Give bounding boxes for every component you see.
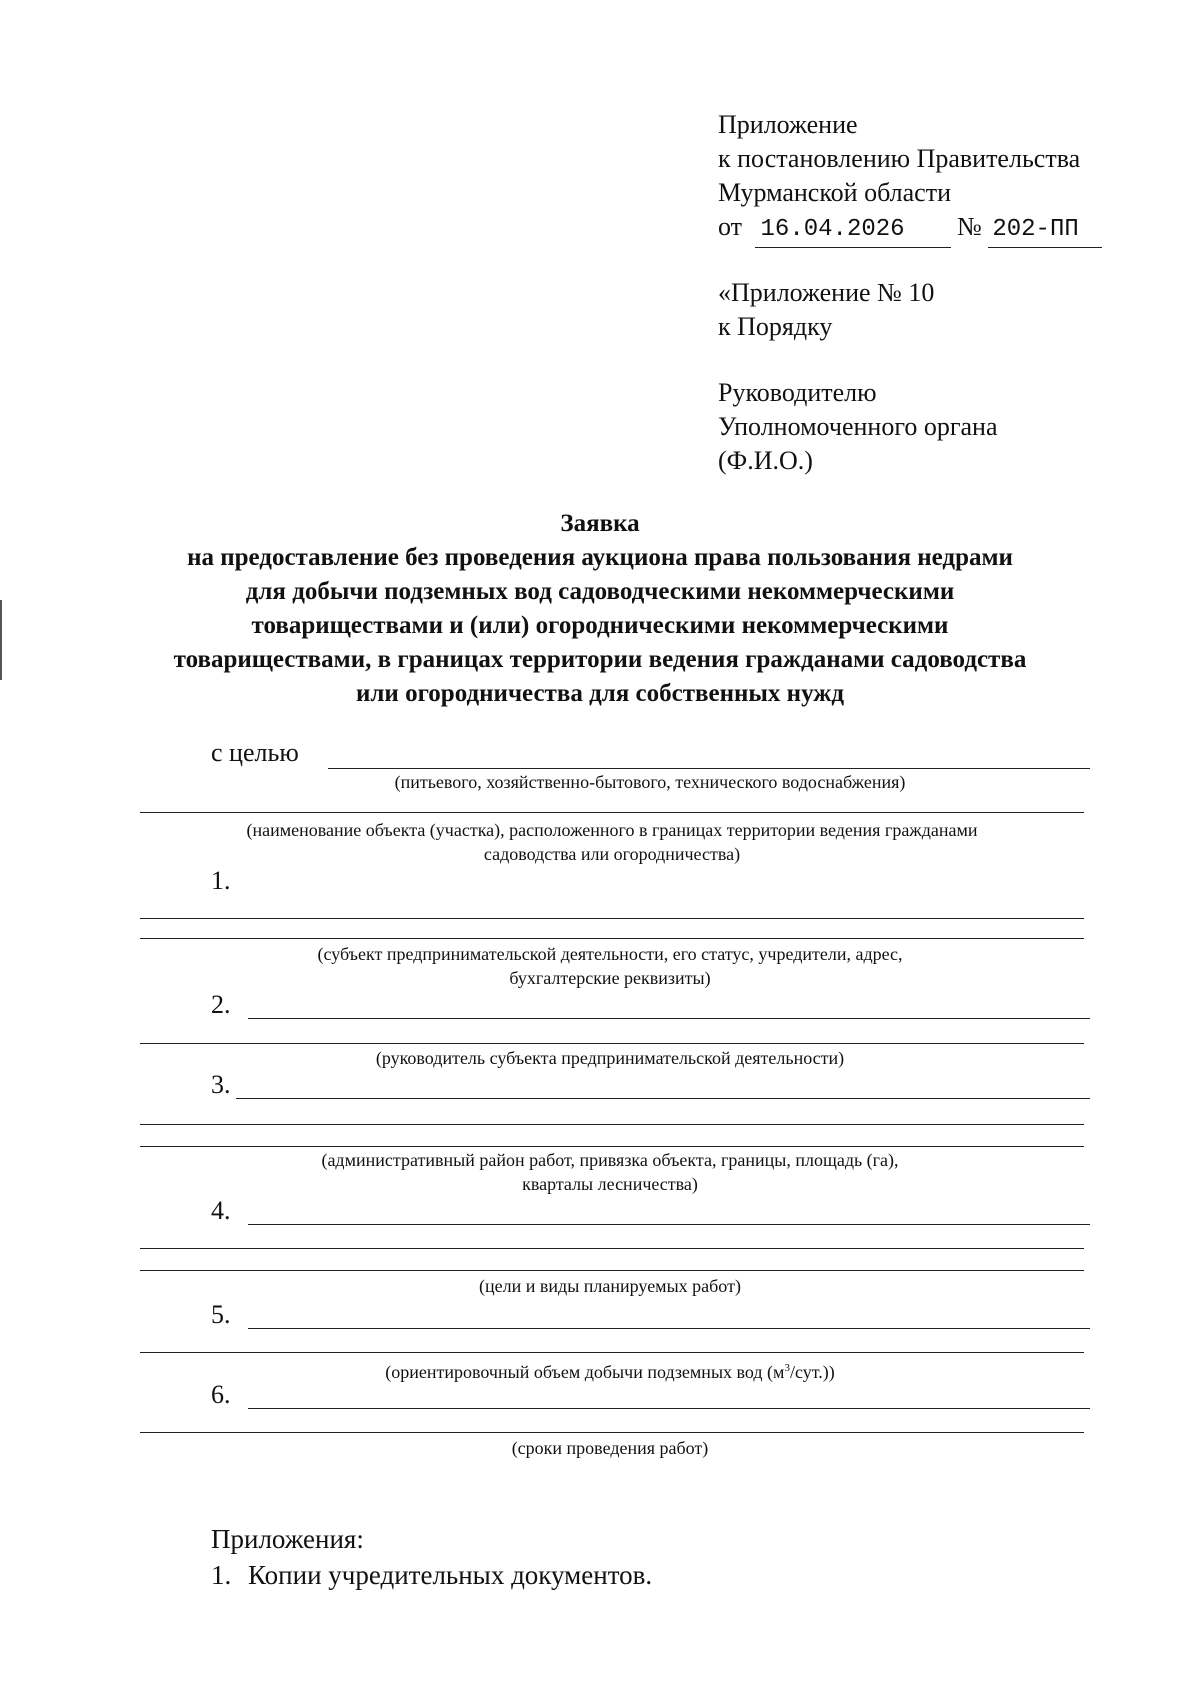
number-value: 202-ПП: [988, 213, 1102, 248]
header-line-2: к постановлению Правительства: [718, 144, 1081, 173]
item-3-caption-1: (административный район работ, привязка объекта, границы, площадь (га),: [321, 1150, 899, 1170]
item-2-number: 2.: [211, 990, 231, 1019]
date-value: 16.04.2026: [755, 213, 951, 248]
item-3-field-line-b[interactable]: [140, 1124, 1084, 1125]
appendix-line-2: к Порядку: [718, 312, 833, 341]
item-6-number: 6.: [211, 1380, 231, 1409]
purpose-field-line[interactable]: [328, 768, 1090, 769]
item-1-caption-1: (субъект предпринимательской деятельности, его статус, учредители, адрес,: [317, 944, 903, 964]
number-prefix: №: [957, 212, 982, 241]
item-5-caption: [200, 1356, 1020, 1384]
item-5-field-line-a[interactable]: [248, 1328, 1090, 1329]
item-6-field-line-a[interactable]: [248, 1408, 1090, 1409]
attachment-item-1-text: Копии учредительных документов.: [248, 1560, 653, 1590]
date-prefix: от: [718, 212, 743, 241]
purpose-label: с целью: [211, 738, 299, 767]
addressee-line-2: Уполномоченного органа: [718, 412, 998, 441]
purpose-caption: (питьевого, хозяйственно-бытового, технического водоснабжения): [394, 772, 906, 792]
title-line-2: для добычи подземных вод садоводческими некоммерческими: [245, 578, 955, 605]
item-2-caption: (руководитель субъекта предпринимательской деятельности): [375, 1048, 845, 1068]
item-2-field-line-b[interactable]: [140, 1043, 1084, 1044]
scan-edge-mark: [0, 600, 2, 680]
attachments-heading: Приложения:: [211, 1524, 364, 1554]
addressee-line-3: (Ф.И.О.): [718, 446, 813, 475]
header-line-3: Мурманской области: [718, 178, 951, 207]
title-line-1: на предоставление без проведения аукциона права пользования недрами: [187, 544, 1013, 571]
item-4-caption: (цели и виды планируемых работ): [479, 1276, 741, 1296]
header-date-row: [718, 210, 1102, 248]
object-caption-2: садоводства или огородничества): [483, 844, 741, 864]
item-1-number: 1.: [211, 866, 231, 895]
item-6-field-line-b[interactable]: [140, 1432, 1084, 1433]
item-6-caption: (сроки проведения работ): [511, 1438, 709, 1458]
object-caption-1: (наименование объекта (участка), расположенного в границах территории ведения гражданами: [246, 820, 978, 840]
attachment-item-1: [211, 1560, 652, 1591]
item-3-field-line-a[interactable]: [236, 1098, 1090, 1099]
appendix-line-1: «Приложение № 10: [718, 278, 935, 307]
item-3-number: 3.: [211, 1070, 231, 1099]
title-line-5: или огородничества для собственных нужд: [355, 680, 845, 707]
title-line-4: товариществами, в границах территории ведения гражданами садоводства: [173, 646, 1027, 673]
attachment-item-1-number: 1.: [211, 1560, 232, 1590]
item-4-number: 4.: [211, 1196, 231, 1225]
item-4-field-line-a[interactable]: [248, 1224, 1090, 1225]
item-1-field-line-a[interactable]: [140, 918, 1084, 919]
item-1-field-line-b[interactable]: [140, 938, 1084, 939]
header-line-1: Приложение: [718, 110, 858, 139]
item-5-number: 5.: [211, 1300, 231, 1329]
item-3-caption-2: кварталы лесничества): [522, 1174, 698, 1194]
item-4-field-line-b[interactable]: [140, 1248, 1084, 1249]
item-5-field-line-b[interactable]: [140, 1352, 1084, 1353]
item-5-caption-sup: 3: [784, 1362, 790, 1374]
title-line-3: товариществами и (или) огородническими некоммерческими: [251, 612, 949, 639]
item-2-field-line-a[interactable]: [248, 1018, 1090, 1019]
item-1-caption-2: бухгалтерские реквизиты): [509, 968, 711, 988]
item-3-field-line-c[interactable]: [140, 1146, 1084, 1147]
item-5-caption-end: /сут.)): [789, 1362, 835, 1382]
item-4-field-line-c[interactable]: [140, 1270, 1084, 1271]
object-field-line[interactable]: [140, 812, 1084, 813]
item-5-caption-text: (ориентировочный объем добычи подземных вод (м: [385, 1362, 785, 1382]
addressee-line-1: Руководителю: [718, 378, 877, 407]
form-heading: Заявка: [560, 510, 640, 537]
